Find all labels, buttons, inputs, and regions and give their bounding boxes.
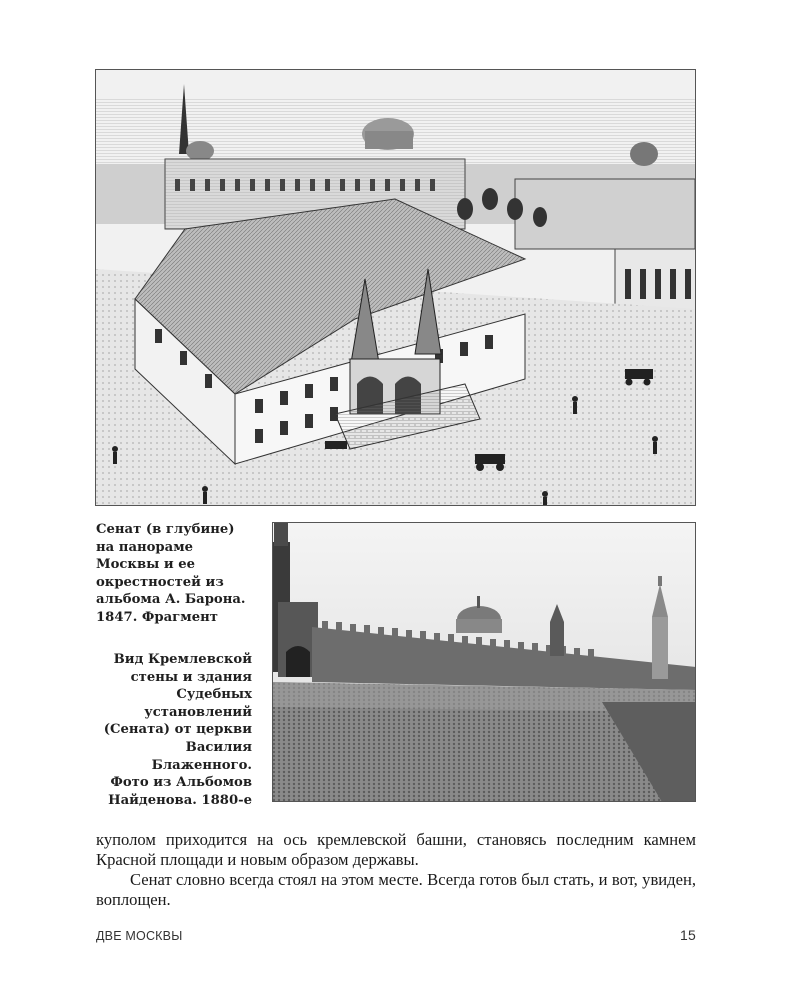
caption-senate-panorama: Сенат (в глубине) на панораме Москвы и ее окрестностей из альбома А. Барона. 1847. Фрагмент	[96, 522, 246, 625]
kremlin-wall-photograph	[272, 522, 696, 802]
engraving-illustration	[95, 69, 696, 506]
body-paragraph-2	[96, 870, 696, 910]
photograph-illustration	[272, 522, 696, 802]
running-title: ДВЕ МОСКВЫ	[96, 929, 183, 943]
body-paragraph-1: куполом приходится на ось кремлевской башни, становясь последним камнем Красной площади и новым образом державы.	[96, 830, 696, 869]
page-number: 15	[680, 927, 696, 943]
senate-panorama-engraving	[95, 69, 696, 506]
caption-kremlin-wall: Вид Кремлевской стены и здания Судебных установлений (Сената) от церкви Василия Блаженного. Фото из Альбомов Найденова. 1880-е	[103, 652, 252, 808]
body-paragraph-2-text: Сенат словно всегда стоял на этом месте. Всегда готов был стать, и вот, увиден, воплощен.	[96, 870, 696, 909]
